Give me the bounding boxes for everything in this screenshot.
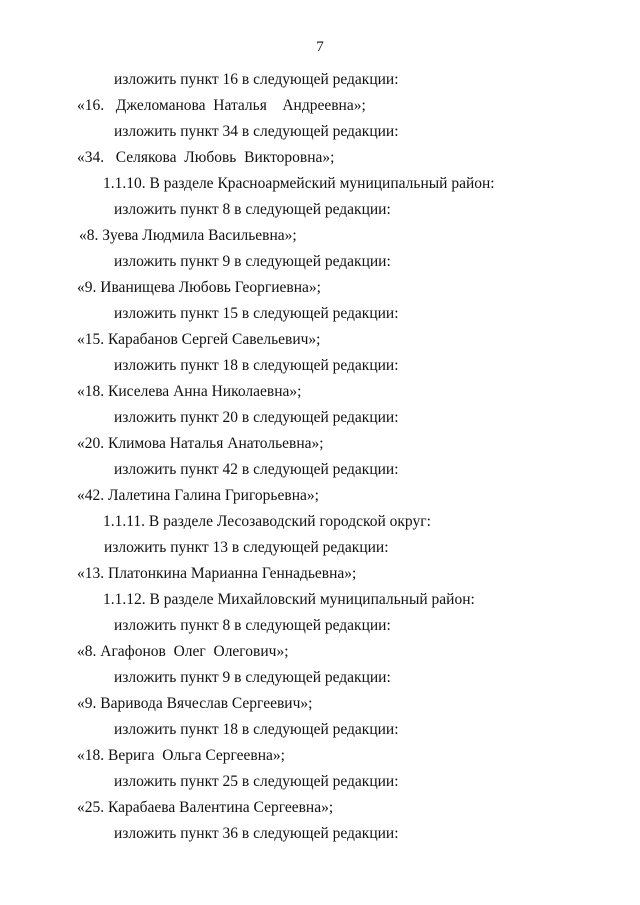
entry-line: «25. Карабаева Валентина Сергеевна»; <box>77 799 334 816</box>
instruction-line: изложить пункт 20 в следующей редакции: <box>114 409 399 426</box>
section-heading: 1.1.11. В разделе Лесозаводский городской округ: <box>103 513 431 530</box>
entry-line: «42. Лалетина Галина Григорьевна»; <box>77 487 319 504</box>
instruction-line: изложить пункт 16 в следующей редакции: <box>114 71 399 88</box>
section-heading: 1.1.10. В разделе Красноармейский муниципальный район: <box>103 175 495 192</box>
instruction-line: изложить пункт 18 в следующей редакции: <box>114 357 399 374</box>
instruction-line: изложить пункт 13 в следующей редакции: <box>104 539 389 556</box>
entry-line: «18. Верига Ольга Сергеевна»; <box>77 747 285 764</box>
page-number: 7 <box>316 39 324 55</box>
instruction-line: изложить пункт 34 в следующей редакции: <box>114 123 399 140</box>
instruction-line: изложить пункт 25 в следующей редакции: <box>114 773 399 790</box>
entry-line: «16. Джеломанова Наталья Андреевна»; <box>77 97 366 114</box>
entry-line: «34. Селякова Любовь Викторовна»; <box>77 149 335 166</box>
entry-line: «9. Иванищева Любовь Георгиевна»; <box>77 279 321 296</box>
entry-line: «13. Платонкина Марианна Геннадьевна»; <box>77 565 357 582</box>
entry-line: «9. Варивода Вячеслав Сергеевич»; <box>77 695 313 712</box>
document-body <box>0 67 640 847</box>
instruction-line: изложить пункт 36 в следующей редакции: <box>114 825 399 842</box>
instruction-line: изложить пункт 9 в следующей редакции: <box>114 669 391 686</box>
instruction-line: изложить пункт 9 в следующей редакции: <box>114 253 391 270</box>
instruction-line: изложить пункт 8 в следующей редакции: <box>114 617 391 634</box>
entry-line: «20. Климова Наталья Анатольевна»; <box>77 435 324 452</box>
entry-line: «15. Карабанов Сергей Савельевич»; <box>77 331 321 348</box>
instruction-line: изложить пункт 8 в следующей редакции: <box>114 201 391 218</box>
instruction-line: изложить пункт 42 в следующей редакции: <box>114 461 399 478</box>
entry-line: «18. Киселева Анна Николаевна»; <box>77 383 302 400</box>
instruction-line: изложить пункт 15 в следующей редакции: <box>114 305 399 322</box>
entry-line: «8. Зуева Людмила Васильевна»; <box>79 227 297 244</box>
section-heading: 1.1.12. В разделе Михайловский муниципальный район: <box>103 591 475 608</box>
entry-line: «8. Агафонов Олег Олегович»; <box>77 643 289 660</box>
instruction-line: изложить пункт 18 в следующей редакции: <box>114 721 399 738</box>
